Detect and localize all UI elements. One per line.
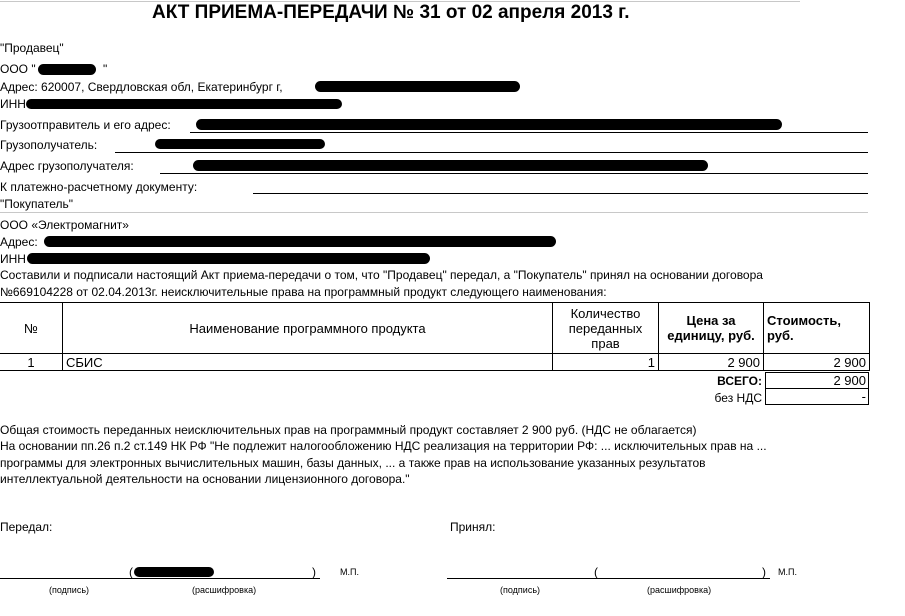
accepted-label: Принял: (450, 520, 496, 534)
consignee-address-line (160, 173, 868, 174)
summary-line-1: Общая стоимость переданных неисключительных прав на программный продукт составляет 2 900 руб. (НДС не облагается) (0, 423, 697, 437)
seller-address: Адрес: 620007, Свердловская обл, Екатеринбург г, (0, 80, 283, 94)
total-label: ВСЕГО: (717, 374, 762, 388)
seller-org-prefix: ООО " (0, 62, 36, 76)
vat-label: без НДС (714, 391, 762, 405)
shipper-line (190, 132, 868, 133)
redacted-seller-address (315, 81, 520, 92)
consignee-address-label: Адрес грузополучателя: (0, 159, 134, 173)
buyer-signature-caption: (подпись) (500, 585, 541, 595)
buyer-paren-close: ) (762, 565, 766, 579)
redacted-consignee-address (193, 160, 708, 171)
buyer-paren-open: ( (594, 565, 598, 579)
buyer-org: ООО «Электромагнит» (0, 218, 129, 232)
header-price: Цена за единицу, руб. (659, 303, 764, 354)
redacted-seller-name (38, 64, 96, 75)
redacted-seller-signer (134, 567, 214, 577)
redacted-seller-inn (26, 99, 342, 109)
row-name: СБИС (63, 354, 553, 371)
table-row (0, 354, 870, 371)
header-num: № (0, 303, 63, 354)
seller-role-label: "Продавец" (0, 41, 64, 55)
redacted-buyer-inn (27, 253, 430, 264)
seller-signature-line (0, 578, 320, 579)
redacted-consignee (155, 139, 325, 149)
seller-decoding-caption: (расшифровка) (192, 585, 257, 595)
row-cost: 2 900 (764, 354, 870, 371)
shipper-label: Грузоотправитель и его адрес: (0, 118, 171, 132)
items-table (0, 302, 870, 371)
seller-org-suffix: " (103, 62, 108, 76)
vat-value: - (765, 388, 869, 405)
row-num: 1 (0, 354, 63, 371)
header-name: Наименование программного продукта (63, 303, 553, 354)
buyer-role-label: "Покупатель" (0, 197, 74, 211)
redacted-buyer-address (44, 236, 556, 247)
summary-line-3: программы для электронных вычислительных машин, базы данных, ... а также прав на использование указанных результатов (0, 456, 706, 470)
consignee-label: Грузополучатель: (0, 138, 98, 152)
summary-line-2: На основании пп.26 п.2 ст.149 НК РФ "Не подлежит налогообложению НДС реализация на территории РФ: ... исключительных прав на ... (0, 439, 767, 453)
seller-inn-label: ИНН (0, 97, 26, 111)
buyer-decoding-caption: (расшифровка) (647, 585, 712, 595)
summary-line-4: интеллектуальной деятельности на основании лицензионного договора." (0, 472, 410, 486)
row-price: 2 900 (659, 354, 764, 371)
intro-line-1: Составили и подписали настоящий Акт приема-передачи о том, что "Продавец" передал, а "Покупатель" принял на основании договора (0, 268, 763, 282)
top-divider (0, 1, 800, 2)
consignee-line (115, 152, 868, 153)
seller-signature-caption: (подпись) (49, 585, 90, 595)
seller-stamp-label: М.П. (340, 567, 359, 577)
document-title: АКТ ПРИЕМА-ПЕРЕДАЧИ № 31 от 02 апреля 2013 г. (152, 2, 630, 23)
header-qty: Количество переданных прав (553, 303, 659, 354)
transferred-label: Передал: (0, 520, 53, 534)
buyer-signature-line (447, 578, 770, 579)
header-cost: Стоимость, руб. (764, 303, 870, 354)
buyer-inn-label: ИНН (0, 252, 26, 266)
seller-paren-open: ( (129, 565, 133, 579)
seller-paren-close: ) (312, 565, 316, 579)
payment-doc-line (253, 193, 868, 194)
total-value: 2 900 (765, 372, 869, 389)
table-header-row (0, 303, 870, 354)
payment-doc-label: К платежно-расчетному документу: (0, 180, 198, 194)
intro-line-2: №669104228 от 02.04.2013г. неисключительные права на программный продукт следующего наименования: (0, 285, 607, 299)
buyer-address-label: Адрес: (0, 235, 38, 249)
buyer-stamp-label: М.П. (778, 567, 797, 577)
buyer-divider (0, 212, 868, 213)
row-qty: 1 (553, 354, 659, 371)
redacted-shipper (196, 119, 782, 130)
